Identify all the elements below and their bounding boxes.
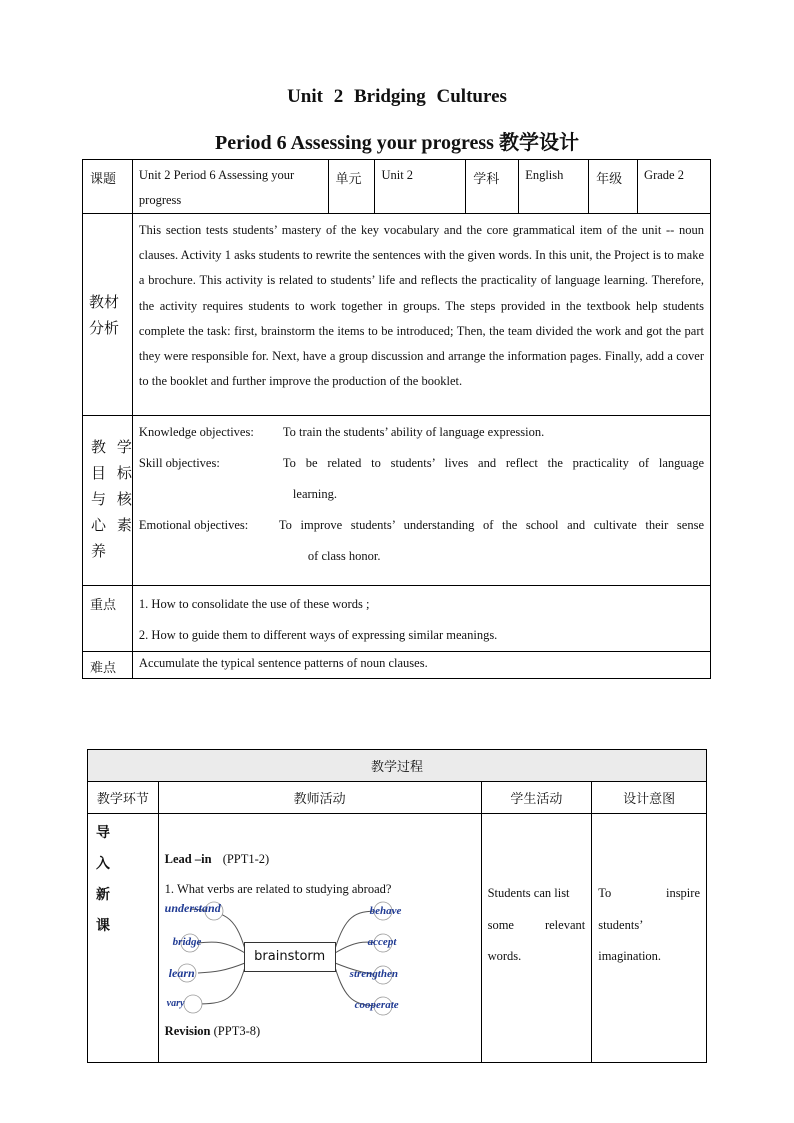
info-table [82,159,711,679]
document-subtitle: Period 6 Assessing your progress 教学设计 [215,132,579,154]
grade-value: Grade 2 [638,160,711,214]
col-stage: 教学环节 [88,782,159,814]
leadin-row [88,814,707,1063]
mindmap-word-right: accept [367,936,397,948]
skill-text-cont: learning. [292,487,338,501]
student-activity: Students can list some relevant words. [481,814,592,1063]
revision-ppt: (PPT3-8) [213,1024,261,1038]
process-header: 教学过程 [88,750,707,782]
mindmap-word-left: understand [164,901,221,915]
grade-label: 年级 [589,160,638,214]
objectives-label: 教学 目标 与核 心素 养 [83,416,133,586]
emotional-text-cont: of class honor. [307,549,381,563]
info-row [83,160,711,214]
skill-text: To be related to students’ lives and reflect the practicality of language [282,456,704,470]
teacher-activity [158,814,481,1063]
analysis-row [83,214,711,416]
keypoint-item: 2. How to guide them to different ways of expressing similar meanings. [138,628,498,642]
knowledge-label: Knowledge objectives: [138,425,254,439]
emotional-text: To improve students’ understanding of the school and cultivate their sense [278,518,704,532]
leadin-title: Lead –in [164,852,212,866]
difficulty-row [83,652,711,679]
mindmap-word-left: learn [168,966,195,980]
keypoints-content [132,586,710,652]
knowledge-text: To train the students’ ability of language expression. [282,425,545,439]
brainstorm-mindmap [165,901,465,1019]
subject-value: English [519,160,589,214]
stage-label: 导 入 新 课 [88,814,159,1063]
unit-label: 单元 [328,160,375,214]
analysis-label: 教材 分析 [83,214,133,416]
process-column-row [88,782,707,814]
col-student: 学生活动 [481,782,592,814]
difficulty-label: 难点 [83,652,133,679]
leadin-question: 1. What verbs are related to studying abroad? [164,882,392,896]
design-intent: To inspire students’ imagination. [592,814,707,1063]
mindmap-center: brainstorm [244,942,336,972]
mindmap-word-right: strengthen [349,968,398,980]
process-table [87,749,707,1063]
document-title: Unit 2 Bridging Cultures [287,86,507,107]
revision-title: Revision [164,1024,211,1038]
keypoints-row [83,586,711,652]
col-design: 设计意图 [592,782,707,814]
col-teacher: 教师活动 [158,782,481,814]
analysis-text: This section tests students’ mastery of the key vocabulary and the core grammatical item of the unit -- noun clauses. Activity 1 asks students to rewrite the sentences with the given words. In this unit, the Project is to make a brochure. This activity is related to students’ life and reflects the practicality of language learning. Therefore, the activity requires students to work together in groups. The steps provided in the textbook help students complete the task: first, brainstorm the items to be introduced; Then, the team divided the work and got the part they were responsible for. Next, have a group discussion and arrange the information pages. Finally, add a cover to the booklet and further improve the production of the booklet. [132,214,710,416]
keypoints-label: 重点 [83,586,133,652]
unit-value: Unit 2 [375,160,466,214]
subject-label: 学科 [466,160,519,214]
keypoint-item: 1. How to consolidate the use of these words ; [138,597,370,611]
mindmap-word-left: vary [166,998,185,1009]
mindmap-word-left: bridge [172,936,202,948]
difficulty-text: Accumulate the typical sentence patterns of noun clauses. [132,652,710,679]
leadin-ppt: (PPT1-2) [222,852,270,866]
mindmap-word-right: cooperate [354,999,399,1011]
emotional-label: Emotional objectives: [138,518,249,532]
mindmap-word-right: behave [369,905,402,917]
topic-label: 课题 [83,160,133,214]
objectives-content [132,416,710,586]
process-header-row [88,750,707,782]
objectives-row [83,416,711,586]
topic-value: Unit 2 Period 6 Assessing your progress [132,160,328,214]
skill-label: Skill objectives: [138,456,220,470]
